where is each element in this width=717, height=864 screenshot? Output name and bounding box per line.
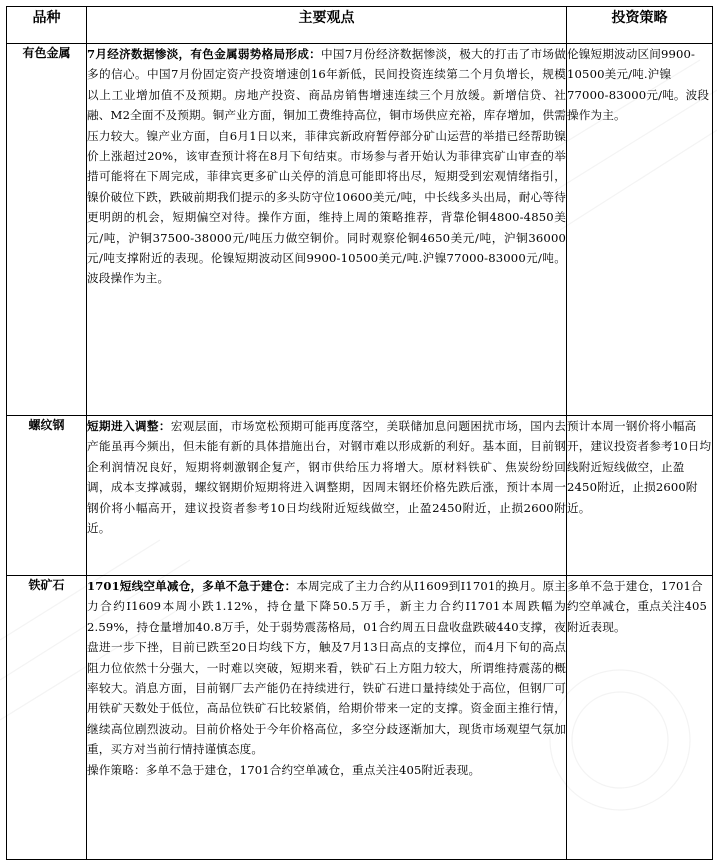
header-category: 品种 (7, 7, 87, 44)
view-operation-strategy: 操作策略：多单不急于建仓，1701合约空单减仓，重点关注405附近表现。 (87, 762, 481, 777)
market-views-table (6, 6, 713, 860)
category-nonferrous-metals: 有色金属 (7, 44, 87, 416)
view-lead: 7月经济数据惨淡，有色金属弱势格局形成： (87, 47, 321, 61)
header-investment-strategy: 投资策略 (567, 7, 713, 44)
strategy-nonferrous-metals: 伦镍短期波动区间9900-10500美元/吨.沪镍77000-83000元/吨。波段操作为主。 (567, 44, 713, 416)
view-cell-rebar (87, 416, 567, 576)
table-row-nonferrous-metals (7, 44, 713, 416)
view-cell-nonferrous-metals (87, 44, 567, 416)
table-row-iron-ore (7, 576, 713, 860)
header-main-views: 主要观点 (87, 7, 567, 44)
strategy-iron-ore: 多单不急于建仓，1701合约空单减仓，重点关注405附近表现。 (567, 576, 713, 860)
category-iron-ore: 铁矿石 (7, 576, 87, 860)
view-lead: 短期进入调整： (87, 419, 171, 433)
view-lead: 1701短线空单减仓，多单不急于建仓： (87, 579, 297, 593)
view-body: 本周完成了主力合约从I1609到I1701的换月。原主力合约I1609本周小跌1.12%，持仓量下降50.5万手，新主力合约I1701本周跌幅为2.59%，持仓量增加40.8万手，处于弱势震荡格局，01合约周五日盘收盘跌破440支撑，夜盘进一步下挫，目前已跌至20日均线下方，触及7月13日高点的支撑位，而4月下旬的高点阻力位依然十分强大，一时难以突破，短期来看，铁矿石上方阻力较大，所谓维持震荡的概率较大。消息方面，目前钢厂去产能仍在持续进行，铁矿石进口量持续处于高位，但钢厂可用铁矿天数处于低位，高品位铁矿石比较紧俏，给期价带来一定的支撑。资金面主推行情，继续高位剧烈波动。目前价格处于今年价格高位，多空分歧逐渐加大，现货市场观望气氛加重，买方对当前行情持谨慎态度。 (87, 579, 566, 757)
view-body: 宏观层面，市场宽松预期可能再度落空，美联储加息问题困扰市场，国内去产能虽再今频出，但未能有新的具体措施出台，对钢市难以形成新的利好。基本面，目前钢企利润情况良好，短期将刺激钢企复产，钢市供给压力将增大。原材料铁矿、焦炭纷纷回调，成本支撑减弱，螺纹钢期价短期将进入调整期，因周末钢坯价格先跌后涨，预计本周一钢价将小幅高开，建议投资者参考10日均线附近短线做空，止盈2450附近，止损2600附近。 (87, 419, 566, 536)
strategy-rebar: 预计本周一钢价将小幅高开，建议投资者参考10日均线附近短线做空，止盈2450附近，止损2600附近。 (567, 416, 713, 576)
view-cell-iron-ore (87, 576, 567, 860)
table-row-rebar (7, 416, 713, 576)
view-body: 中国7月份经济数据惨淡，极大的打击了市场做多的信心。中国7月份固定资产投资增速创16年新低，民间投资连续第二个月负增长，规模以上工业增加值不及预期。房地产投资、商品房销售增速连续三个月放缓。新增信贷、社融、M2全面不及预期。铜产业方面，铜加工费维持高位，铜市场供应充裕，库存增加，供需压力较大。镍产业方面，自6月1日以来，菲律宾新政府暂停部分矿山运营的举措已经帮助镍价上涨超过20%，该审查预计将在8月下旬结束。市场参与者开始认为菲律宾矿山审查的举措可能将在下周完成，菲律宾更多矿山关停的消息可能即将出尽，短期受到宏观情绪指引，镍价破位下跌，跌破前期我们提示的多头防守位10600美元/吨，中长线多头出局，耐心等待更明朗的机会，短期偏空对待。操作方面，维持上周的策略推荐，背靠伦铜4800-4850美元/吨，沪铜37500-38000元/吨压力做空铜价。同时观察伦铜4650美元/吨，沪铜36000元/吨支撑附近的表现。伦镍短期波动区间9900-10500美元/吨.沪镍77000-83000元/吨。波段操作为主。 (87, 47, 566, 286)
table-header-row (7, 7, 713, 44)
category-rebar: 螺纹钢 (7, 416, 87, 576)
